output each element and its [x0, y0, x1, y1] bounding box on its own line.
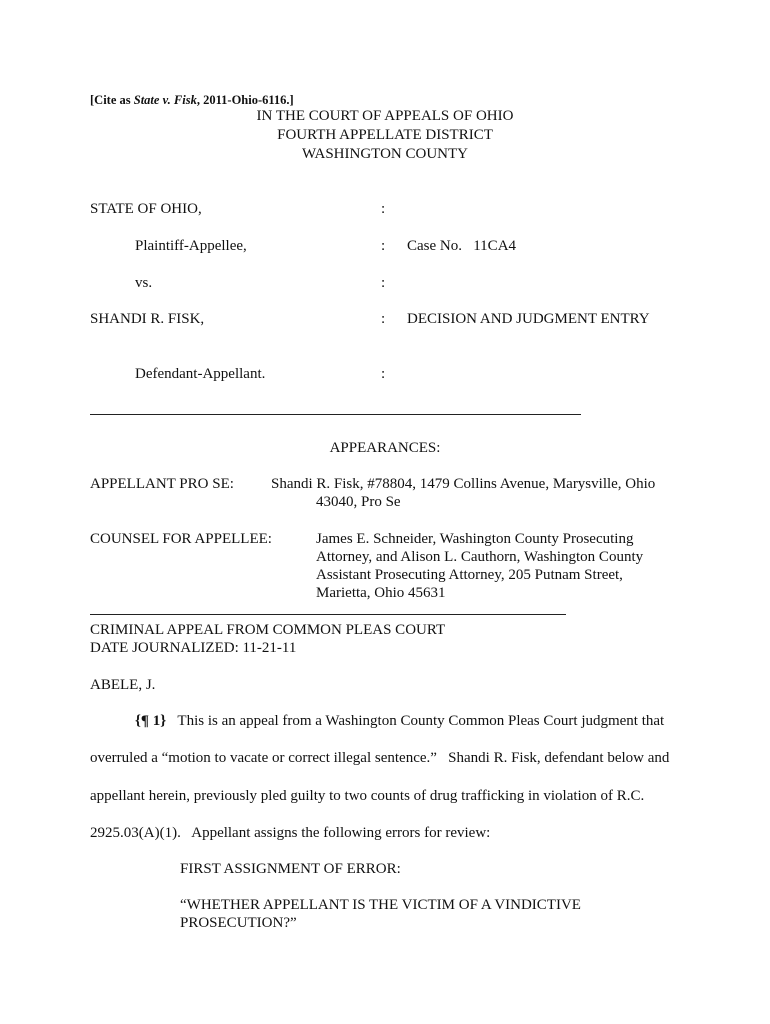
versus: vs. — [135, 275, 153, 291]
citation-case-name: State v. Fisk — [133, 93, 197, 107]
defendant-name: SHANDI R. FISK, — [90, 311, 205, 327]
judge-name: ABELE, J. — [90, 677, 156, 693]
case-number: Case No. 11CA4 — [407, 238, 517, 254]
court-name: IN THE COURT OF APPEALS OF OHIO — [256, 108, 514, 124]
caption-colon: : — [381, 275, 386, 291]
caption-divider — [90, 414, 581, 415]
paragraph-1-text: This is an appeal from a Washington County Common Pleas Court judgment that — [177, 713, 665, 729]
court-county: WASHINGTON COUNTY — [302, 146, 468, 162]
paragraph-1-line1 — [135, 713, 664, 730]
appellee-counsel-line4: Marietta, Ohio 45631 — [316, 585, 446, 601]
caption-colon: : — [381, 311, 386, 327]
paragraph-1-line4: 2925.03(A)(1). Appellant assigns the following errors for review: — [90, 825, 491, 841]
court-district: FOURTH APPELLATE DISTRICT — [277, 127, 493, 143]
caption-colon: : — [381, 201, 386, 217]
appellee-counsel-line3: Assistant Prosecuting Attorney, 205 Putnam Street, — [316, 567, 623, 583]
caption-colon: : — [381, 366, 386, 382]
appellant-label: APPELLANT PRO SE: — [90, 476, 234, 492]
assignment-of-error-line1: “WHETHER APPELLANT IS THE VICTIM OF A VINDICTIVE — [180, 897, 581, 913]
plaintiff-name: STATE OF OHIO, — [90, 201, 202, 217]
date-journalized: DATE JOURNALIZED: 11-21-11 — [90, 640, 297, 656]
appellee-counsel-line2: Attorney, and Alison L. Cauthorn, Washington County — [316, 549, 644, 565]
appellant-address-line2: 43040, Pro Se — [316, 494, 401, 510]
appellee-counsel-line1: James E. Schneider, Washington County Prosecuting — [316, 531, 634, 547]
paragraph-1-line2: overruled a “motion to vacate or correct illegal sentence.” Shandi R. Fisk, defendant below and — [90, 750, 670, 766]
citation-prefix: [Cite as — [90, 93, 134, 107]
defendant-role: Defendant-Appellant. — [135, 366, 266, 382]
assignment-of-error-line2: PROSECUTION?” — [180, 915, 297, 931]
citation-suffix: , 2011-Ohio-6116.] — [196, 93, 294, 107]
paragraph-marker: {¶ 1} — [135, 713, 167, 729]
appearances-divider — [90, 614, 566, 615]
appeal-type: CRIMINAL APPEAL FROM COMMON PLEAS COURT — [90, 622, 446, 638]
entry-title: DECISION AND JUDGMENT ENTRY — [407, 311, 650, 327]
assignment-of-error-heading: FIRST ASSIGNMENT OF ERROR: — [180, 861, 401, 877]
paragraph-1-line3: appellant herein, previously pled guilty to two counts of drug trafficking in violation of R.C. — [90, 788, 645, 804]
appellant-address-line1: Shandi R. Fisk, #78804, 1479 Collins Avenue, Marysville, Ohio — [271, 476, 656, 492]
appellee-label: COUNSEL FOR APPELLEE: — [90, 531, 272, 547]
citation — [90, 93, 294, 108]
plaintiff-role: Plaintiff-Appellee, — [135, 238, 247, 254]
caption-colon: : — [381, 238, 386, 254]
appearances-heading: APPEARANCES: — [329, 440, 441, 456]
